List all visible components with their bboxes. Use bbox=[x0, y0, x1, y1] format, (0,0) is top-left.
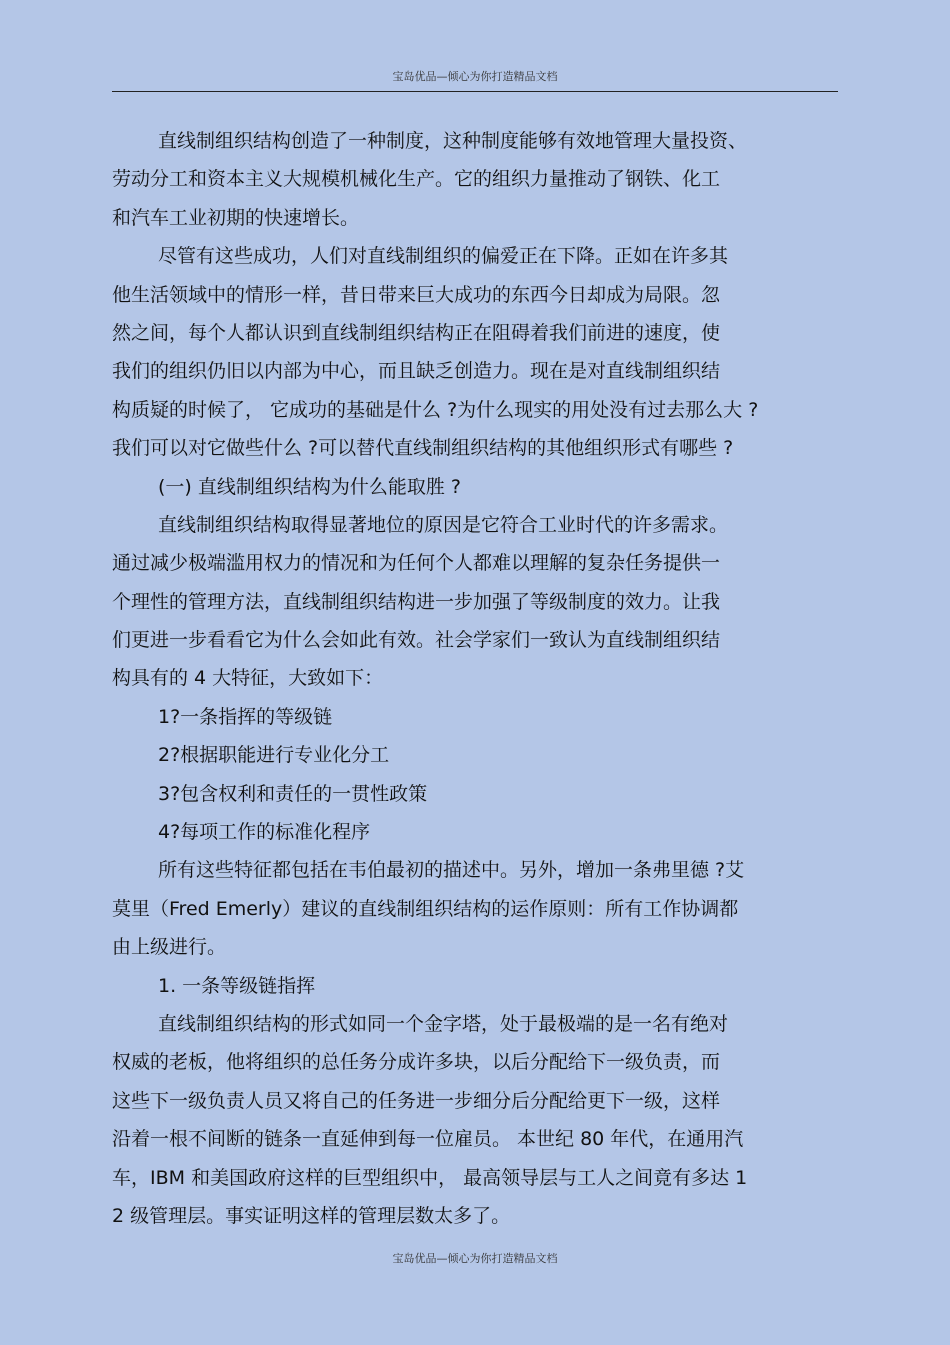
section-heading: (一) 直线制组织结构为什么能取胜 ? bbox=[158, 475, 461, 498]
header-divider bbox=[112, 91, 838, 92]
text-line: 通过减少极端滥用权力的情况和为任何个人都难以理解的复杂任务提供一 bbox=[112, 552, 721, 575]
list-item: 2?根据职能进行专业化分工 bbox=[158, 744, 390, 767]
text-line: 沿着一根不间断的链条一直延伸到每一位雇员。 本世纪 80 年代，在通用汽 bbox=[112, 1128, 744, 1151]
text-line: 莫里（Fred Emerly）建议的直线制组织结构的运作原则：所有工作协调都 bbox=[112, 897, 739, 920]
page-header: 宝岛优品—倾心为你打造精品文档 bbox=[392, 70, 558, 83]
document-body bbox=[112, 122, 847, 1235]
text-line: 们更进一步看看它为什么会如此有效。社会学家们一致认为直线制组织结 bbox=[112, 629, 721, 652]
text-line: 这些下一级负责人员又将自己的任务进一步细分后分配给更下一级，这样 bbox=[112, 1089, 721, 1112]
text-line: 由上级进行。 bbox=[112, 936, 227, 959]
text-line: 劳动分工和资本主义大规模机械化生产。它的组织力量推动了钢铁、化工 bbox=[112, 168, 721, 191]
text-line: 车，IBM 和美国政府这样的巨型组织中， 最高领导层与工人之间竟有多达 1 bbox=[112, 1166, 748, 1189]
text-line: 我们可以对它做些什么 ?可以替代直线制组织结构的其他组织形式有哪些 ? bbox=[112, 437, 734, 460]
text-line: 和汽车工业初期的快速增长。 bbox=[112, 206, 360, 229]
text-line: 直线制组织结构创造了一种制度，这种制度能够有效地管理大量投资、 bbox=[158, 130, 748, 152]
text-line: 个理性的管理方法，直线制组织结构进一步加强了等级制度的效力。让我 bbox=[112, 590, 721, 613]
text-line: 他生活领域中的情形一样，昔日带来巨大成功的东西今日却成为局限。忽 bbox=[112, 283, 721, 306]
text-line: 所有这些特征都包括在韦伯最初的描述中。另外，增加一条弗里德 ?艾 bbox=[158, 859, 745, 882]
text-line: 直线制组织结构的形式如同一个金字塔，处于最极端的是一名有绝对 bbox=[158, 1012, 729, 1035]
list-item: 1?一条指挥的等级链 bbox=[158, 705, 333, 728]
text-line: 尽管有这些成功，人们对直线制组织的偏爱正在下降。正如在许多其 bbox=[158, 245, 729, 268]
page-footer: 宝岛优品—倾心为你打造精品文档 bbox=[392, 1252, 558, 1265]
text-line: 权威的老板，他将组织的总任务分成许多块，以后分配给下一级负责，而 bbox=[112, 1051, 721, 1074]
text-line: 我们的组织仍旧以内部为中心，而且缺乏创造力。现在是对直线制组织结 bbox=[112, 360, 721, 383]
text-line: 直线制组织结构取得显著地位的原因是它符合工业时代的许多需求。 bbox=[158, 513, 729, 536]
subsection-heading: 1. 一条等级链指挥 bbox=[158, 974, 316, 997]
text-line: 构质疑的时候了， 它成功的基础是什么 ?为什么现实的用处没有过去那么大 ? bbox=[112, 398, 759, 421]
text-line: 构具有的 4 大特征，大致如下： bbox=[112, 667, 384, 690]
text-line: 2 级管理层。事实证明这样的管理层数太多了。 bbox=[112, 1204, 511, 1227]
text-line: 然之间，每个人都认识到直线制组织结构正在阻碍着我们前进的速度，使 bbox=[112, 321, 721, 344]
list-item: 4?每项工作的标准化程序 bbox=[158, 821, 371, 844]
list-item: 3?包含权利和责任的一贯性政策 bbox=[158, 782, 428, 805]
